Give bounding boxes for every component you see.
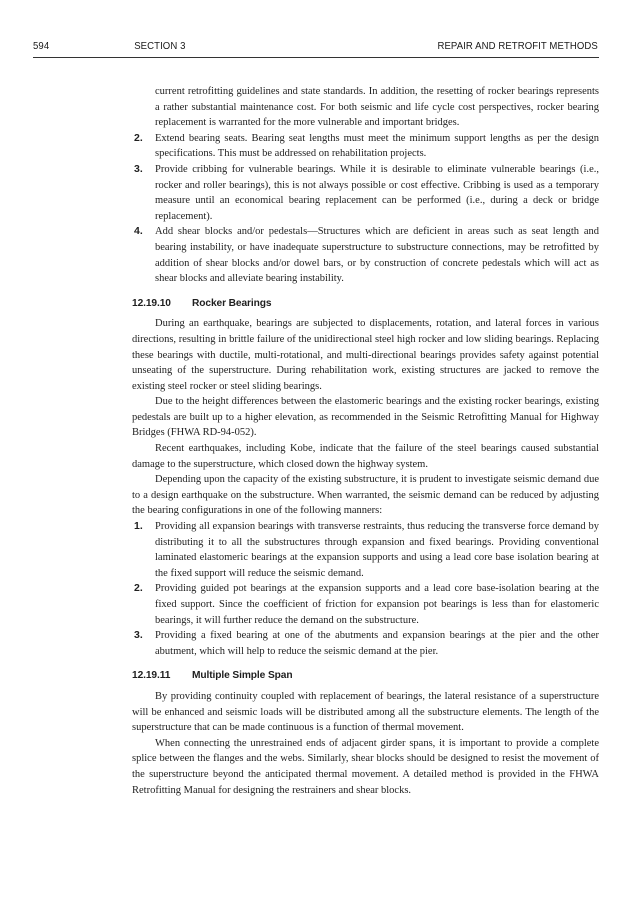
paragraph: During an earthquake, bearings are subjected to displacements, rotation, and lateral forces in various directions, resulting in brittle failure of the unidirectional steel high rocker and low sliding bearings. Replacing these bearings with ductile, multi-rotational, and multi-directional bearings provides safety against potential unseating of the superstructure. During rehabilitation work, existing structures are jacked to remove the existing steel rocker or steel sliding bearings. (132, 318, 599, 392)
list-number: 4. (134, 225, 143, 238)
body-text (132, 84, 599, 798)
list-text: Providing guided pot bearings at the expansion supports and a lead core base-isolation bearing at the fixed support. Since the coefficient of friction for expansion pot bearings is less than for elastomeric bearings, it will further reduce the demand on the substructure. (155, 583, 599, 626)
list-item (132, 224, 599, 286)
running-title: REPAIR AND RETROFIT METHODS (437, 41, 598, 52)
running-header (33, 41, 598, 55)
list-number: 3. (134, 629, 143, 642)
section-heading-rocker-bearings (132, 296, 599, 312)
list-number: 2. (134, 131, 143, 144)
list-text: Add shear blocks and/or pedestals—Structures which are deficient in areas such as seat length and bearing instability, or have inadequate superstructure to substructure connections, may be retrofitted by addition of shear blocks and/or dowel bars, or by construction of concrete pedestals which will act as shear blocks and alleviate bearing instability. (155, 226, 599, 285)
list-item (132, 628, 599, 659)
paragraph: Due to the height differences between the elastomeric bearings and the existing rocker bearings, existing pedestals are built up to a higher elevation, as recommended in the Seismic Retrofitting Manual for Highway Bridges (FHWA RD-94-052). (132, 396, 599, 439)
paragraph: Depending upon the capacity of the existing substructure, it is prudent to investigate seismic demand due to a design earthquake on the substructure. When warranted, the seismic demand can be reduced by adjusting the bearing configurations in one of the following manners: (132, 474, 599, 517)
list-item (132, 162, 599, 224)
list-item (132, 519, 599, 581)
section-title: Multiple Simple Span (192, 670, 293, 682)
list-item (132, 581, 599, 628)
list-text: Provide cribbing for vulnerable bearings. While it is desirable to eliminate vulnerable bearings (i.e., rocker and roller bearings), this is not always possible or cost effective. Cribbing is used as a temporary measure until an economical bearing replacement can be performed (i.e., during a deck or bridge replacement). (155, 163, 599, 222)
paragraph: When connecting the unrestrained ends of adjacent girder spans, it is important to provide a complete splice between the flanges and the webs. Similarly, shear blocks should be designed to resist the movement of the superstructure beyond the anticipated thermal movement. A detailed method is provided in the FHWA Retrofitting Manual for designing the restrainers and shear blocks. (132, 737, 599, 796)
paragraph: By providing continuity coupled with replacement of bearings, the lateral resistance of a superstructure will be enhanced and seismic loads will be distributed among all the substructure elements. The length of the superstructure that can be made continuous is a function of thermal movement. (132, 690, 599, 734)
list-number: 2. (134, 582, 143, 595)
intro-continuation: current retrofitting guidelines and state standards. In addition, the resetting of rocker bearings represents a rather substantial maintenance cost. For both seismic and life cycle cost perspectives, rocker bearing replacement is warranted for the more vulnerable and important bridges. (155, 86, 599, 129)
list-item (132, 131, 599, 162)
section-title: Rocker Bearings (192, 297, 272, 309)
paragraph: Recent earthquakes, including Kobe, indicate that the failure of the steel bearings caused substantial damage to the superstructure, which closed down the highway system. (132, 443, 599, 470)
section-label: SECTION 3 (134, 41, 186, 52)
list-number: 1. (134, 520, 143, 533)
page-number: 594 (33, 41, 50, 52)
list-text: Providing a fixed bearing at one of the abutments and expansion bearings at the pier and the other abutment, which will help to reduce the seismic demand at the pier. (155, 630, 599, 657)
list-text: Providing all expansion bearings with transverse restraints, thus reducing the transverse force demand by distributing it to all the substructures through expansion and fixed bearings. Providing conventional laminated elastomeric bearings at the expansion supports and using a lead core base isolation bearing at the fixed support will reduce the seismic demand. (155, 521, 599, 579)
section-number: 12.19.11 (132, 670, 171, 682)
section-heading-multiple-simple-span (132, 668, 599, 684)
section-number: 12.19.10 (132, 297, 171, 309)
header-rule (33, 57, 599, 58)
list-number: 3. (134, 162, 143, 175)
list-text: Extend bearing seats. Bearing seat lengths must meet the minimum support lengths as per the design specifications. This must be addressed on rehabilitation projects. (155, 132, 599, 160)
